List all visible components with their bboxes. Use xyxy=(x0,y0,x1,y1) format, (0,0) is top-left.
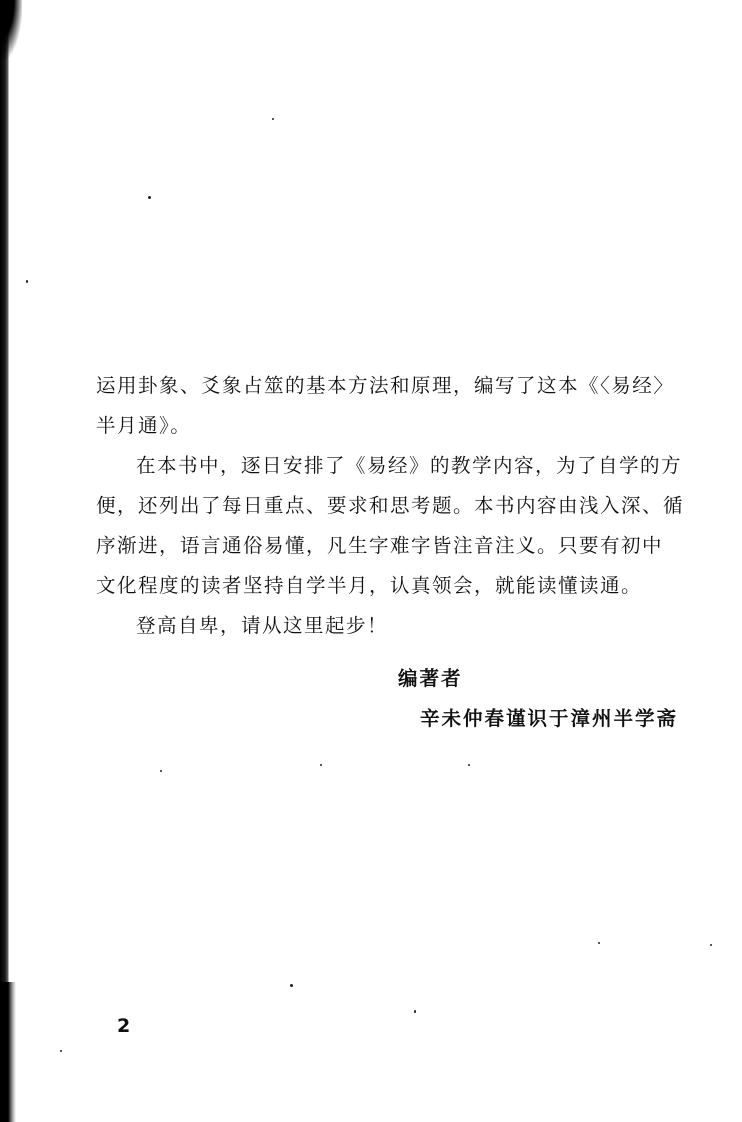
scan-speck xyxy=(148,196,151,199)
scan-speck xyxy=(320,764,322,766)
body-line: 便，还列出了每日重点、要求和思考题。本书内容由浅入深、循 xyxy=(96,494,685,517)
date-place-signature: 辛未仲春谨识于漳州半学斋 xyxy=(420,707,679,730)
scan-speck xyxy=(160,770,162,772)
scan-speck xyxy=(272,118,274,120)
scan-speck xyxy=(60,1050,62,1052)
body-text xyxy=(96,366,696,646)
body-line: 登高自卑，请从这里起步！ xyxy=(136,614,389,637)
page-number: 2 xyxy=(117,1015,131,1037)
scan-speck xyxy=(290,984,293,987)
body-line: 序渐进，语言通俗易懂，凡生字难字皆注音注义。只要有初中 xyxy=(96,534,664,557)
body-line: 在本书中，逐日安排了《易经》的教学内容，为了自学的方 xyxy=(136,454,683,477)
author-signature: 编著者 xyxy=(398,667,463,690)
body-line: 运用卦象、爻象占筮的基本方法和原理，编写了这本《〈易经〉 xyxy=(96,374,675,397)
scan-speck xyxy=(414,1010,416,1013)
scan-speck xyxy=(598,942,600,944)
binding-corner-bottom xyxy=(0,982,16,1122)
binding-corner-top xyxy=(0,0,22,60)
body-line: 半月通》。 xyxy=(96,414,192,437)
body-line: 文化程度的读者坚持自学半月，认真领会，就能读懂读通。 xyxy=(96,574,643,597)
binding-shadow xyxy=(0,0,9,1122)
scan-speck xyxy=(468,764,470,766)
scan-speck xyxy=(26,280,28,283)
scan-speck xyxy=(710,944,712,946)
